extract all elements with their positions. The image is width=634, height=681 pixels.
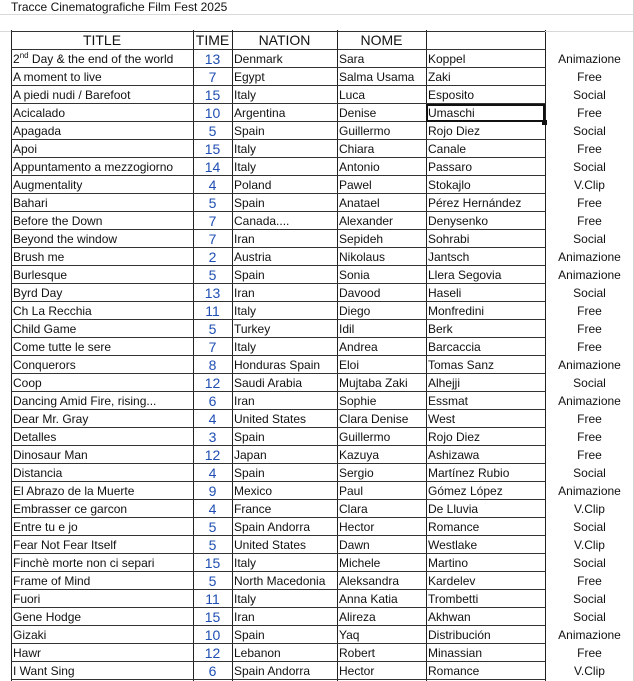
category-cell[interactable]: Free xyxy=(577,322,602,336)
time-cell[interactable]: 5 xyxy=(208,195,217,211)
category-cell[interactable]: Social xyxy=(573,160,606,174)
time-cell[interactable]: 15 xyxy=(204,141,221,157)
sheet-title: Tracce Cinematografiche Film Fest 2025 xyxy=(11,0,228,14)
title-cell[interactable]: Fuori xyxy=(13,592,41,606)
category-cell[interactable]: Animazione xyxy=(558,52,621,66)
category-cell[interactable]: Social xyxy=(573,124,606,138)
time-cell[interactable]: 3 xyxy=(208,429,217,445)
table-row xyxy=(0,662,634,680)
category-cell[interactable]: Free xyxy=(577,412,602,426)
nation-cell[interactable]: Honduras Spain xyxy=(234,358,321,372)
time-cell[interactable]: 5 xyxy=(208,573,217,589)
title-cell[interactable]: Frame of Mind xyxy=(13,574,91,588)
title-cell[interactable]: Acicalado xyxy=(13,106,66,120)
title-cell[interactable]: Appuntamento a mezzogiorno xyxy=(13,160,174,174)
time-cell[interactable]: 5 xyxy=(208,267,217,283)
table-row xyxy=(0,302,634,320)
nation-cell[interactable]: Canada.... xyxy=(234,214,290,228)
nation-cell[interactable]: Italy xyxy=(234,592,257,606)
table-row xyxy=(0,392,634,410)
last-name-cell[interactable]: Haseli xyxy=(428,286,462,300)
last-name-cell[interactable]: Distribución xyxy=(428,628,491,642)
nation-cell[interactable]: North Macedonia xyxy=(234,574,326,588)
nation-cell[interactable]: Saudi Arabia xyxy=(234,376,303,390)
category-cell[interactable]: V.Clip xyxy=(574,502,605,516)
category-cell[interactable]: Animazione xyxy=(558,268,621,282)
table-row xyxy=(0,536,634,554)
time-cell[interactable]: 12 xyxy=(204,645,221,661)
table-row xyxy=(0,356,634,374)
table-row xyxy=(0,338,634,356)
last-name-cell[interactable]: Minassian xyxy=(428,646,483,660)
title-cell[interactable]: Detalles xyxy=(13,430,57,444)
table-row xyxy=(0,518,634,536)
nation-cell[interactable]: Argentina xyxy=(234,106,286,120)
last-name-cell[interactable]: Akhwan xyxy=(428,610,471,624)
first-name-cell[interactable]: Anna Katia xyxy=(339,592,398,606)
first-name-cell[interactable]: Robert xyxy=(339,646,376,660)
category-cell[interactable]: Free xyxy=(577,304,602,318)
category-cell[interactable]: Free xyxy=(577,448,602,462)
table-row xyxy=(0,194,634,212)
nation-cell[interactable]: Italy xyxy=(234,340,257,354)
table-row xyxy=(0,500,634,518)
table-row xyxy=(0,446,634,464)
table-row xyxy=(0,122,634,140)
title-cell[interactable]: Burlesque xyxy=(13,268,68,282)
first-name-cell[interactable]: Hector xyxy=(339,520,375,534)
nation-cell[interactable]: Mexico xyxy=(234,484,273,498)
nation-cell[interactable]: Spain xyxy=(234,196,265,210)
first-name-cell[interactable]: Kazuya xyxy=(339,448,380,462)
nation-cell[interactable]: Iran xyxy=(234,394,255,408)
fill-handle[interactable] xyxy=(542,120,547,125)
table-row xyxy=(0,50,634,68)
first-name-cell[interactable]: Pawel xyxy=(339,178,372,192)
first-name-cell[interactable]: Hector xyxy=(339,664,375,678)
table-row xyxy=(0,266,634,284)
time-cell[interactable]: 6 xyxy=(208,393,217,409)
title-cell[interactable]: Entre tu e jo xyxy=(13,520,78,534)
table-row xyxy=(0,212,634,230)
first-name-cell[interactable]: Sara xyxy=(339,52,365,66)
nation-cell[interactable]: Iran xyxy=(234,232,255,246)
title-cell[interactable]: Gene Hodge xyxy=(13,610,82,624)
last-name-cell[interactable]: Jantsch xyxy=(428,250,470,264)
last-name-cell[interactable]: Passaro xyxy=(428,160,473,174)
time-cell[interactable]: 7 xyxy=(208,213,217,229)
first-name-cell[interactable]: Guillermo xyxy=(339,124,391,138)
last-name-cell[interactable]: Stokajlo xyxy=(428,178,471,192)
last-name-cell[interactable]: Rojo Diez xyxy=(428,124,481,138)
last-name-cell[interactable]: Canale xyxy=(428,142,467,156)
time-cell[interactable]: 11 xyxy=(205,591,220,607)
time-cell[interactable]: 5 xyxy=(208,537,217,553)
time-cell[interactable]: 7 xyxy=(208,231,217,247)
nation-cell[interactable]: Spain xyxy=(234,268,265,282)
table-row xyxy=(0,68,634,86)
time-cell[interactable]: 15 xyxy=(204,609,221,625)
time-cell[interactable]: 7 xyxy=(208,69,217,85)
last-name-cell[interactable]: Llera Segovia xyxy=(428,268,502,282)
last-name-cell[interactable]: Zaki xyxy=(428,70,451,84)
first-name-cell[interactable]: Antonio xyxy=(339,160,380,174)
nation-cell[interactable]: United States xyxy=(234,412,307,426)
nation-cell[interactable]: Turkey xyxy=(234,322,271,336)
last-name-cell[interactable]: Umaschi xyxy=(428,106,475,120)
category-cell[interactable]: Social xyxy=(573,610,606,624)
first-name-cell[interactable]: Chiara xyxy=(339,142,375,156)
time-cell[interactable]: 4 xyxy=(208,501,217,517)
category-cell[interactable]: Social xyxy=(573,286,606,300)
last-name-cell[interactable]: Barcaccia xyxy=(428,340,481,354)
title-cell[interactable]: Apoi xyxy=(13,142,38,156)
category-cell[interactable]: Free xyxy=(577,142,602,156)
first-name-cell[interactable]: Luca xyxy=(339,88,366,102)
last-name-cell[interactable]: Esposito xyxy=(428,88,475,102)
last-name-cell[interactable]: Tomas Sanz xyxy=(428,358,495,372)
nation-cell[interactable]: Lebanon xyxy=(234,646,281,660)
category-cell[interactable]: Free xyxy=(577,646,602,660)
title-cell[interactable]: Ch La Recchia xyxy=(13,304,92,318)
first-name-cell[interactable]: Paul xyxy=(339,484,364,498)
category-cell[interactable]: Animazione xyxy=(558,484,621,498)
time-cell[interactable]: 10 xyxy=(204,627,221,643)
nation-cell[interactable]: Italy xyxy=(234,142,257,156)
first-name-cell[interactable]: Anatael xyxy=(339,196,380,210)
first-name-cell[interactable]: Andrea xyxy=(339,340,378,354)
last-name-cell[interactable]: De Lluvia xyxy=(428,502,479,516)
last-name-cell[interactable]: Romance xyxy=(428,520,480,534)
table-row xyxy=(0,248,634,266)
title-cell[interactable]: Dancing Amid Fire, rising... xyxy=(13,394,157,408)
title-cell[interactable]: Apagada xyxy=(13,124,62,138)
nation-cell[interactable]: Egypt xyxy=(234,70,265,84)
category-cell[interactable]: Free xyxy=(577,574,602,588)
time-cell[interactable]: 4 xyxy=(208,411,217,427)
table-row xyxy=(0,320,634,338)
first-name-cell[interactable]: Mujtaba Zaki xyxy=(339,376,408,390)
title-cell[interactable]: Embrasser ce garcon xyxy=(13,502,128,516)
title-cell[interactable]: Dinosaur Man xyxy=(13,448,88,462)
category-cell[interactable]: Free xyxy=(577,106,602,120)
time-cell[interactable]: 7 xyxy=(208,339,217,355)
table-row xyxy=(0,554,634,572)
first-name-cell[interactable]: Guillermo xyxy=(339,430,391,444)
first-name-cell[interactable]: Clara Denise xyxy=(339,412,409,426)
first-name-cell[interactable]: Salma Usama xyxy=(339,70,415,84)
table-row xyxy=(0,572,634,590)
title-cell[interactable]: Gizaki xyxy=(13,628,47,642)
table-row xyxy=(0,230,634,248)
last-name-cell[interactable]: Berk xyxy=(428,322,453,336)
first-name-cell[interactable]: Yaq xyxy=(339,628,360,642)
last-name-cell[interactable]: Sohrabi xyxy=(428,232,470,246)
time-cell[interactable]: 12 xyxy=(204,375,221,391)
nation-cell[interactable]: United States xyxy=(234,538,307,552)
first-name-cell[interactable]: Dawn xyxy=(339,538,370,552)
category-cell[interactable]: Free xyxy=(577,430,602,444)
category-cell[interactable]: Free xyxy=(577,340,602,354)
table-row xyxy=(0,428,634,446)
time-cell[interactable]: 12 xyxy=(204,447,221,463)
last-name-cell[interactable]: Westlake xyxy=(428,538,478,552)
title-cell[interactable]: Brush me xyxy=(13,250,65,264)
nation-cell[interactable]: Spain xyxy=(234,430,265,444)
first-name-cell[interactable]: Sergio xyxy=(339,466,374,480)
header-time[interactable]: TIME xyxy=(195,32,230,48)
time-cell[interactable]: 5 xyxy=(208,519,217,535)
time-cell[interactable]: 15 xyxy=(204,555,221,571)
last-name-cell[interactable]: Rojo Diez xyxy=(428,430,481,444)
nation-cell[interactable]: Denmark xyxy=(234,52,283,66)
first-name-cell[interactable]: Alexander xyxy=(339,214,394,228)
last-name-cell[interactable]: Pérez Hernández xyxy=(428,196,522,210)
last-name-cell[interactable]: Martínez Rubio xyxy=(428,466,510,480)
first-name-cell[interactable]: Michele xyxy=(339,556,381,570)
first-name-cell[interactable]: Denise xyxy=(339,106,377,120)
selected-cell[interactable] xyxy=(426,104,545,122)
last-name-cell[interactable]: Trombetti xyxy=(428,592,479,606)
table-row xyxy=(0,626,634,644)
first-name-cell[interactable]: Clara xyxy=(339,502,368,516)
first-name-cell[interactable]: Sonia xyxy=(339,268,370,282)
nation-cell[interactable]: Spain Andorra xyxy=(234,520,311,534)
title-cell[interactable]: El Abrazo de la Muerte xyxy=(13,484,135,498)
nation-cell[interactable]: Iran xyxy=(234,286,255,300)
table-row xyxy=(0,284,634,302)
time-cell[interactable]: 5 xyxy=(208,123,217,139)
title-cell[interactable]: Distancia xyxy=(13,466,63,480)
category-cell[interactable]: Free xyxy=(577,70,602,84)
title-cell[interactable]: Come tutte le sere xyxy=(13,340,112,354)
title-cell[interactable]: A piedi nudi / Barefoot xyxy=(13,88,131,102)
nation-cell[interactable]: Italy xyxy=(234,88,257,102)
title-cell[interactable]: 2nd Day & the end of the world xyxy=(13,51,174,66)
category-cell[interactable]: V.Clip xyxy=(574,178,605,192)
first-name-cell[interactable]: Eloi xyxy=(339,358,360,372)
table-row xyxy=(0,608,634,626)
title-cell[interactable]: Augmentality xyxy=(13,178,83,192)
header-nation[interactable]: NATION xyxy=(258,32,311,48)
last-name-cell[interactable]: Denysenko xyxy=(428,214,489,228)
title-cell[interactable]: Child Game xyxy=(13,322,77,336)
category-cell[interactable]: Social xyxy=(573,88,606,102)
nation-cell[interactable]: Japan xyxy=(234,448,267,462)
last-name-cell[interactable]: Essmat xyxy=(428,394,469,408)
category-cell[interactable]: V.Clip xyxy=(574,664,605,678)
nation-cell[interactable]: Italy xyxy=(234,556,257,570)
time-cell[interactable]: 4 xyxy=(208,465,217,481)
title-cell[interactable]: Fear Not Fear Itself xyxy=(13,538,117,552)
time-cell[interactable]: 8 xyxy=(208,357,217,373)
last-name-cell[interactable]: Martino xyxy=(428,556,469,570)
time-cell[interactable]: 10 xyxy=(204,105,221,121)
last-name-cell[interactable]: Koppel xyxy=(428,52,466,66)
category-cell[interactable]: V.Clip xyxy=(574,538,605,552)
header-title[interactable]: TITLE xyxy=(82,32,122,48)
table-row xyxy=(0,644,634,662)
category-cell[interactable]: Social xyxy=(573,466,606,480)
title-cell[interactable]: Before the Down xyxy=(13,214,103,228)
category-cell[interactable]: Free xyxy=(577,214,602,228)
first-name-cell[interactable]: Alireza xyxy=(339,610,376,624)
table-row xyxy=(0,482,634,500)
header-line xyxy=(11,31,545,32)
nation-cell[interactable]: Spain xyxy=(234,628,265,642)
time-cell[interactable]: 9 xyxy=(208,483,217,499)
table-row xyxy=(0,140,634,158)
first-name-cell[interactable]: Idil xyxy=(339,322,355,336)
title-cell[interactable]: Finchè morte non ci separi xyxy=(13,556,155,570)
first-name-cell[interactable]: Sophie xyxy=(339,394,377,408)
category-cell[interactable]: Social xyxy=(573,232,606,246)
title-cell[interactable]: Dear Mr. Gray xyxy=(13,412,89,426)
title-cell[interactable]: Byrd Day xyxy=(13,286,63,300)
title-cell[interactable]: Hawr xyxy=(13,646,42,660)
time-cell[interactable]: 14 xyxy=(204,159,221,175)
nation-cell[interactable]: Poland xyxy=(234,178,272,192)
table-row xyxy=(0,410,634,428)
header-name[interactable]: NOME xyxy=(360,32,403,48)
time-cell[interactable]: 11 xyxy=(205,303,220,319)
category-cell[interactable]: Animazione xyxy=(558,358,621,372)
category-cell[interactable]: Animazione xyxy=(558,628,621,642)
category-cell[interactable]: Social xyxy=(573,376,606,390)
last-name-cell[interactable]: Alhejji xyxy=(428,376,461,390)
category-cell[interactable]: Social xyxy=(573,520,606,534)
time-cell[interactable]: 15 xyxy=(204,87,221,103)
category-cell[interactable]: Social xyxy=(573,556,606,570)
first-name-cell[interactable]: Aleksandra xyxy=(339,574,400,588)
table-row xyxy=(0,158,634,176)
nation-cell[interactable]: Spain xyxy=(234,466,265,480)
last-name-cell[interactable]: Monfredini xyxy=(428,304,485,318)
last-name-cell[interactable]: Kardelev xyxy=(428,574,476,588)
first-name-cell[interactable]: Sepideh xyxy=(339,232,384,246)
title-cell[interactable]: I Want Sing xyxy=(13,664,75,678)
last-name-cell[interactable]: West xyxy=(428,412,456,426)
title-cell[interactable]: Bahari xyxy=(13,196,48,210)
category-cell[interactable]: Social xyxy=(573,592,606,606)
nation-cell[interactable]: Spain Andorra xyxy=(234,664,311,678)
title-cell[interactable]: Conquerors xyxy=(13,358,76,372)
table-row xyxy=(0,176,634,194)
nation-cell[interactable]: Austria xyxy=(234,250,272,264)
last-name-cell[interactable]: Romance xyxy=(428,664,480,678)
title-cell[interactable]: Coop xyxy=(13,376,42,390)
title-cell[interactable]: A moment to live xyxy=(13,70,102,84)
category-cell[interactable]: Free xyxy=(577,196,602,210)
nation-cell[interactable]: Spain xyxy=(234,124,265,138)
nation-cell[interactable]: France xyxy=(234,502,272,516)
nation-cell[interactable]: Italy xyxy=(234,304,257,318)
time-cell[interactable]: 4 xyxy=(208,177,217,193)
nation-cell[interactable]: Italy xyxy=(234,160,257,174)
last-name-cell[interactable]: Gómez López xyxy=(428,484,503,498)
table-row xyxy=(0,86,634,104)
category-cell[interactable]: Animazione xyxy=(558,250,621,264)
time-cell[interactable]: 6 xyxy=(208,663,217,679)
time-cell[interactable]: 5 xyxy=(208,321,217,337)
first-name-cell[interactable]: Davood xyxy=(339,286,381,300)
first-name-cell[interactable]: Diego xyxy=(339,304,371,318)
table-row xyxy=(0,464,634,482)
row-line xyxy=(0,14,634,15)
table-row xyxy=(0,374,634,392)
nation-cell[interactable]: Iran xyxy=(234,610,255,624)
first-name-cell[interactable]: Nikolaus xyxy=(339,250,386,264)
table-row xyxy=(0,590,634,608)
time-cell[interactable]: 13 xyxy=(204,285,221,301)
category-cell[interactable]: Animazione xyxy=(558,394,621,408)
time-cell[interactable]: 2 xyxy=(208,249,217,265)
title-cell[interactable]: Beyond the window xyxy=(13,232,118,246)
last-name-cell[interactable]: Ashizawa xyxy=(428,448,480,462)
time-cell[interactable]: 13 xyxy=(204,51,221,67)
